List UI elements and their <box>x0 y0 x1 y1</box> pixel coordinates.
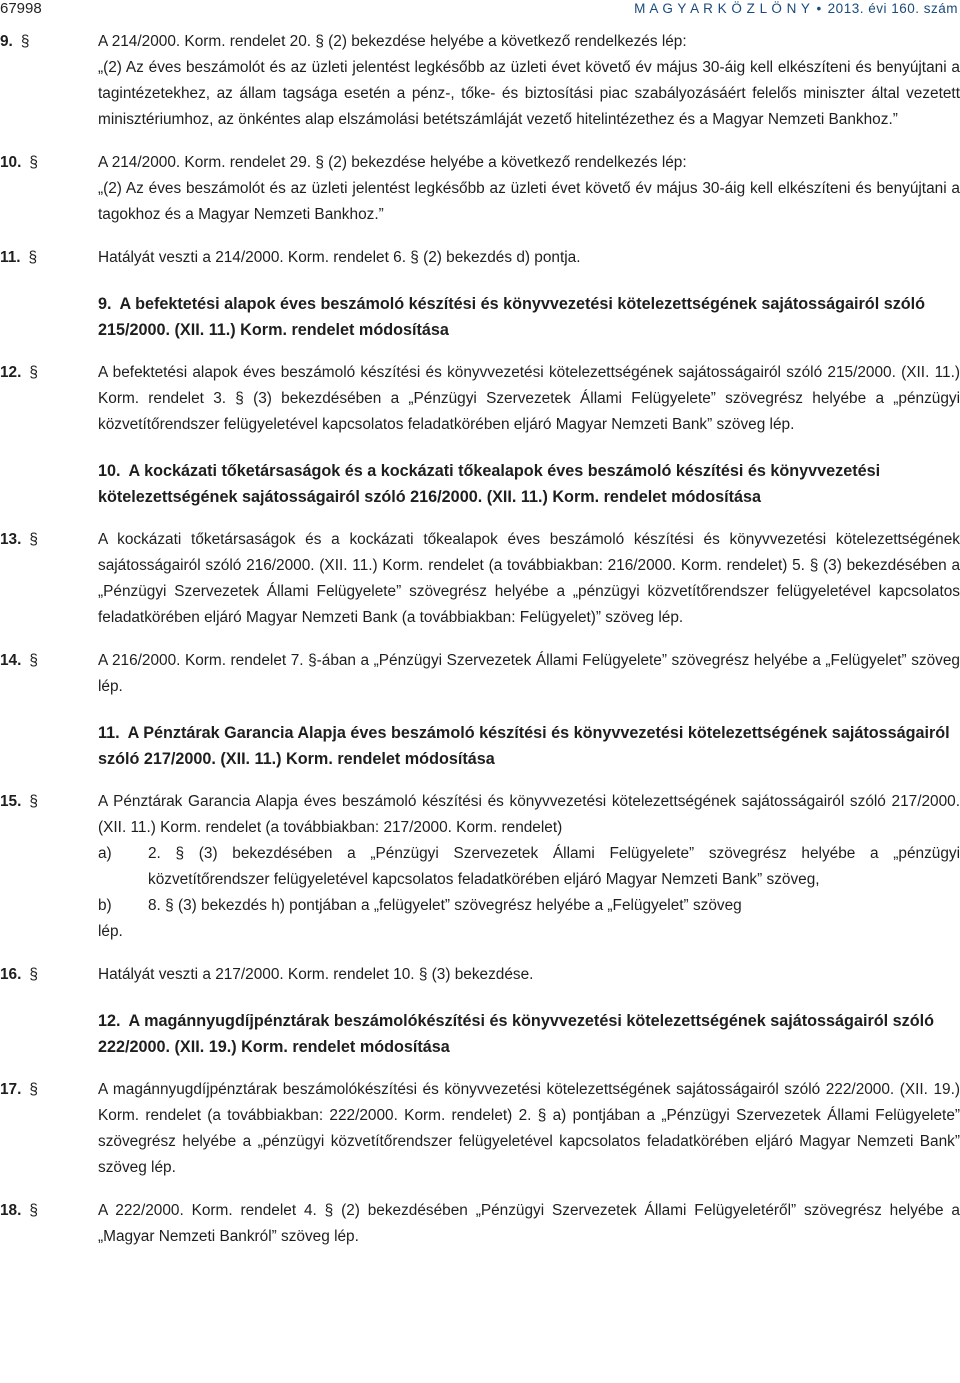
paragraph-number: 12. § <box>0 364 38 381</box>
issue-label: 2013. évi 160. szám <box>827 1 958 16</box>
paragraph-13 <box>0 527 960 631</box>
running-head <box>634 0 958 22</box>
section-title-9: 9. A befektetési alapok éves beszámoló készítési és könyvvezetési kötelezettségének sajátosságairól szóló 215/2000. (XII. 11.) Korm. rendelet módosítása <box>98 295 926 339</box>
paragraph-17 <box>0 1077 960 1181</box>
page-number: 67998 <box>0 0 42 17</box>
paragraph-number: 17. § <box>0 1081 38 1098</box>
paragraph-text: A befektetési alapok éves beszámoló készítési és könyvvezetési kötelezettségének sajátosságairól szóló 215/2000. (XII. 11.) Korm. rendelet 3. § (3) bekezdésében a „Pénzügyi Szervezetek Állami Felügyelete” szövegrész helyébe a „pénzügyi közvetítőrendszer felügyeletével kapcsolatos feladatkörében eljáró Magyar Nemzeti Bank” szöveg lép. <box>98 364 960 433</box>
bullet-separator: • <box>816 1 822 16</box>
journal-title: M A G Y A R K Ö Z L Ö N Y <box>634 1 811 16</box>
section-title-12: 12. A magánnyugdíjpénztárak beszámolókészítési és könyvvezetési kötelezettségének sajátosságairól szóló 222/2000. (XII. 19.) Korm. rendelet módosítása <box>98 1012 935 1056</box>
page-header <box>0 0 960 22</box>
paragraph-16 <box>0 962 960 988</box>
paragraph-10 <box>0 150 960 228</box>
paragraph-text: A 214/2000. Korm. rendelet 29. § (2) bekezdése helyébe a következő rendelkezés lép: <box>98 154 687 171</box>
paragraph-number: 15. § <box>0 793 38 810</box>
subpoint-a <box>98 841 960 893</box>
paragraph-12 <box>0 360 960 438</box>
paragraph-14 <box>0 648 960 700</box>
paragraph-18 <box>0 1198 960 1250</box>
paragraph-text: A 222/2000. Korm. rendelet 4. § (2) bekezdésében „Pénzügyi Szervezetek Állami Felügyeletéről” szövegrész helyébe a „Magyar Nemzeti Bankról” szöveg lép. <box>98 1202 960 1245</box>
paragraph-9 <box>0 29 960 133</box>
subpoint-b <box>98 893 960 919</box>
paragraph-text: A 216/2000. Korm. rendelet 7. §-ában a „Pénzügyi Szervezetek Állami Felügyelete” szövegrész helyébe a „Felügyelet” szöveg lép. <box>98 652 960 695</box>
paragraph-number: 13. § <box>0 531 38 548</box>
paragraph-number: 10. § <box>0 154 38 171</box>
paragraph-text: A kockázati tőketársaságok és a kockázati tőkealapok éves beszámoló készítési és könyvvezetési kötelezettségének sajátosságairól szóló 216/2000. (XII. 11.) Korm. rendelet (a továbbiakban: 216/2000. Korm. rendelet) 5. § (3) bekezdésében a „Pénzügyi Szervezetek Állami Felügyelete” szövegrész helyébe a „pénzügyi közvetítőrendszer felügyeletével kapcsolatos feladatkörében eljáró Magyar Nemzeti Bank (a továbbiakban: Felügyelet)” szöveg lép. <box>98 531 960 626</box>
document-body <box>0 29 960 1250</box>
paragraph-number: 16. § <box>0 966 38 983</box>
subpoint-label: a) <box>98 845 112 862</box>
paragraph-tail: lép. <box>98 923 123 940</box>
paragraph-number: 11. § <box>0 249 38 266</box>
paragraph-11 <box>0 245 960 271</box>
section-title-10: 10. A kockázati tőketársaságok és a kockázati tőkealapok éves beszámoló készítési és könyvvezetési kötelezettségének sajátosságairól szóló 216/2000. (XII. 11.) Korm. rendelet módosítása <box>98 462 881 506</box>
paragraph-number: 9. § <box>0 33 30 50</box>
paragraph-text: A 214/2000. Korm. rendelet 20. § (2) bekezdése helyébe a következő rendelkezés lép: <box>98 33 687 50</box>
subpoint-text: 8. § (3) bekezdés h) pontjában a „felügyelet” szövegrész helyébe a „Felügyelet” szöveg <box>148 897 742 914</box>
paragraph-text: Hatályát veszti a 217/2000. Korm. rendelet 10. § (3) bekezdése. <box>98 966 534 983</box>
paragraph-15 <box>0 789 960 945</box>
paragraph-text: A magánnyugdíjpénztárak beszámolókészítési és könyvvezetési kötelezettségének sajátosságairól szóló 222/2000. (XII. 19.) Korm. rendelet (a továbbiakban: 222/2000. Korm. rendelet) 2. § a) pontjában a „Pénzügyi Szervezetek Állami Felügyelete” szövegrész helyébe a „pénzügyi közvetítőrendszer felügyeletével kapcsolatos feladatkörében eljáró Magyar Nemzeti Bank” szöveg lép. <box>98 1081 960 1176</box>
subpoint-label: b) <box>98 897 112 914</box>
paragraph-number: 18. § <box>0 1202 38 1219</box>
paragraph-text: A Pénztárak Garancia Alapja éves beszámoló készítési és könyvvezetési kötelezettségének sajátosságairól szóló 217/2000. (XII. 11.) Korm. rendelet (a továbbiakban: 217/2000. Korm. rendelet) <box>98 793 960 836</box>
quoted-provision: „(2) Az éves beszámolót és az üzleti jelentést legkésőbb az üzleti évet követő év május 30-áig kell elkészíteni és benyújtani a tagokhoz és a Magyar Nemzeti Bankhoz.” <box>98 180 960 223</box>
paragraph-text: Hatályát veszti a 214/2000. Korm. rendelet 6. § (2) bekezdés d) pontja. <box>98 249 581 266</box>
subpoint-text: 2. § (3) bekezdésében a „Pénzügyi Szervezetek Állami Felügyelete” szövegrész helyébe a „pénzügyi közvetítőrendszer felügyeletével kapcsolatos feladatkörében eljáró Magyar Nemzeti Bank” szöveg, <box>148 845 960 888</box>
paragraph-number: 14. § <box>0 652 38 669</box>
quoted-provision: „(2) Az éves beszámolót és az üzleti jelentést legkésőbb az üzleti évet követő év május 30-áig kell elkészíteni és benyújtani a tagintézetekhez, az állam tagsága esetén a pénz-, tőke- és biztosítási piac szabályozásáért felelős miniszter által vezetett minisztériumhoz, az önkéntes alap elszámolási betétszámláját vezető hitelintézethez és a Magyar Nemzeti Bankhoz.” <box>98 59 960 128</box>
section-title-11: 11. A Pénztárak Garancia Alapja éves beszámoló készítési és könyvvezetési kötelezettségének sajátosságairól szóló 217/2000. (XII. 11.) Korm. rendelet módosítása <box>98 724 950 768</box>
